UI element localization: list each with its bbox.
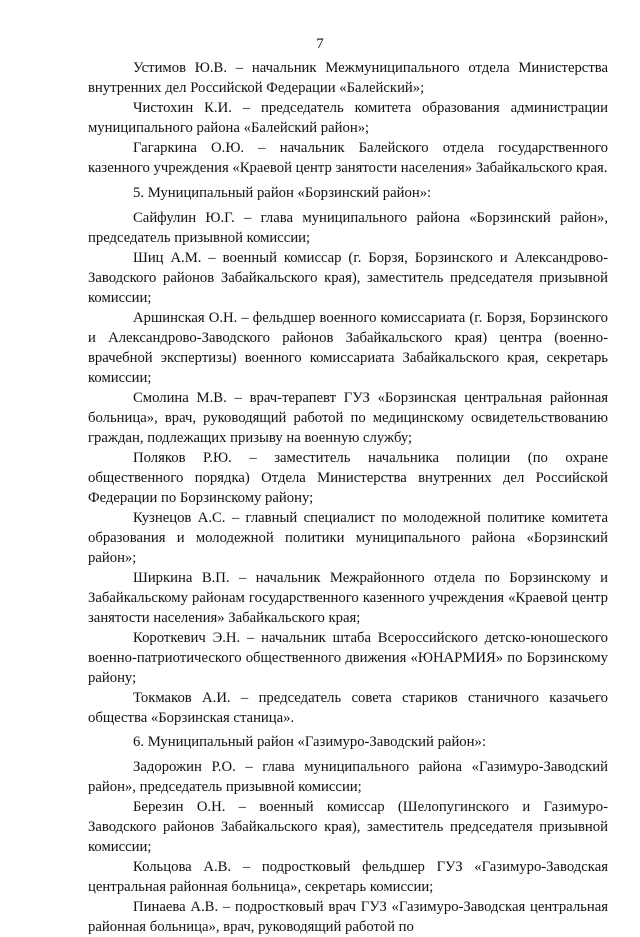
paragraph: Кузнецов А.С. – главный специалист по молодежной политике комитета образования и молодежной политики муниципального района «Борзинский район»; [88, 510, 608, 566]
paragraph: Аршинская О.Н. – фельдшер военного комиссариата (г. Борзя, Борзинского и Александрово-Заводского районов Забайкальского края) центра (военно-врачебной экспертизы) военного комиссариата Забайкальского края, секретарь комиссии; [88, 310, 608, 386]
paragraph: Смолина М.В. – врач-терапевт ГУЗ «Борзинская центральная районная больница», врач, руководящий работой по медицинскому освидетельствованию граждан, подлежащих призыву на военную службу; [88, 390, 608, 446]
paragraph: Короткевич Э.Н. – начальник штаба Всероссийского детско-юношеского военно-патриотического общественного движения «ЮНАРМИЯ» по Борзинскому району; [88, 630, 608, 686]
paragraph: Шиц А.М. – военный комиссар (г. Борзя, Борзинского и Александрово-Заводского районов Забайкальского края), заместитель председателя призывной комиссии; [88, 250, 608, 306]
paragraph: Березин О.Н. – военный комиссар (Шелопугинского и Газимуро-Заводского районов Забайкальского края), заместитель председателя призывной комиссии; [88, 799, 608, 855]
paragraph: Токмаков А.И. – председатель совета стариков станичного казачьего общества «Борзинская станица». [88, 690, 608, 726]
document-body [88, 58, 608, 937]
paragraph: Устимов Ю.В. – начальник Межмуниципального отдела Министерства внутренних дел Российской Федерации «Балейский»; [88, 60, 608, 96]
paragraph: Гагаркина О.Ю. – начальник Балейского отдела государственного казенного учреждения «Краевой центр занятости населения» Забайкальского края. [88, 140, 608, 176]
paragraph: Ширкина В.П. – начальник Межрайонного отдела по Борзинскому и Забайкальскому районам государственного казенного учреждения «Краевой центр занятости населения» Забайкальского края; [88, 570, 608, 626]
section-heading-5: 5. Муниципальный район «Борзинский район»: [133, 185, 432, 201]
paragraph: Чистохин К.И. – председатель комитета образования администрации муниципального района «Балейский район»; [88, 100, 608, 136]
paragraph: Кольцова А.В. – подростковый фельдшер ГУЗ «Газимуро-Заводская центральная районная больница», секретарь комиссии; [88, 859, 608, 895]
page-number: 7 [316, 36, 324, 52]
section-heading-6: 6. Муниципальный район «Газимуро-Заводский район»: [133, 734, 486, 750]
paragraph: Пинаева А.В. – подростковый врач ГУЗ «Газимуро-Заводская центральная районная больница», врач, руководящий работой по [88, 899, 608, 935]
paragraph: Сайфулин Ю.Г. – глава муниципального района «Борзинский район», председатель призывной комиссии; [88, 210, 608, 246]
paragraph: Задорожин Р.О. – глава муниципального района «Газимуро-Заводский район», председатель призывной комиссии; [88, 759, 608, 795]
paragraph: Поляков Р.Ю. – заместитель начальника полиции (по охране общественного порядка) Отдела Министерства внутренних дел Российской Федерации по Борзинскому району; [88, 450, 608, 506]
